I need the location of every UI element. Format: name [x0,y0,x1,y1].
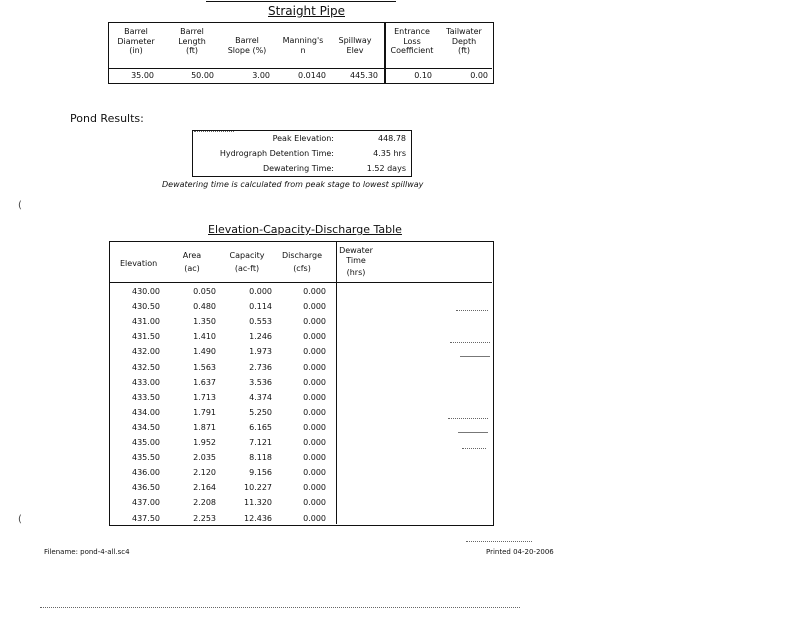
ecd-cell-capacity: 7.121 [249,438,272,447]
pond-peak-value: 448.78 [378,134,406,143]
ecd-cell-capacity: 9.156 [249,468,272,478]
pipe-value-diameter: 35.00 [131,71,154,80]
ecd-cell-capacity: 6.165 [249,422,272,432]
ecd-cell-discharge: 0.000 [303,422,326,432]
ecd-cell-capacity: 12.436 [244,513,272,523]
ecd-cell-elevation: 436.00 [132,468,160,478]
table-row [0,468,800,482]
ecd-header-discharge: Discharge (cfs) [281,251,323,273]
table-row [0,483,800,497]
table-row [0,453,800,467]
ecd-cell-capacity: 3.536 [249,377,272,387]
ecd-table-title: Elevation-Capacity-Discharge Table [208,223,402,236]
ecd-cell-area: 2.164 [193,483,216,493]
ecd-cell-area: 1.713 [193,392,216,402]
table-row [0,363,800,377]
ecd-cell-discharge: 0.000 [303,302,326,312]
ecd-cell-elevation: 433.50 [132,392,160,402]
ecd-header-elevation: Elevation [120,259,158,268]
ecd-cell-discharge: 0.000 [303,392,326,402]
ecd-cell-capacity: 8.118 [249,453,272,463]
ecd-cell-discharge: 0.000 [303,483,326,493]
ecd-cell-area: 2.120 [193,468,216,478]
table-row [0,347,800,361]
ecd-cell-capacity: 0.553 [249,317,272,327]
straight-pipe-title-rule [206,1,396,2]
ecd-cell-area: 0.050 [193,287,216,296]
ecd-header-dewater: Dewater Time (hrs) [339,246,373,278]
ecd-cell-discharge: 0.000 [303,377,326,387]
ecd-cell-elevation: 430.00 [132,287,160,296]
table-row [0,498,800,512]
ecd-cell-capacity: 10.227 [244,483,272,493]
ecd-cell-elevation: 436.50 [132,483,160,493]
ecd-cell-elevation: 434.50 [132,422,160,432]
ecd-cell-elevation: 431.50 [132,332,160,342]
table-row [0,378,800,392]
ecd-cell-area: 1.563 [193,362,216,372]
ecd-cell-elevation: 433.00 [132,377,160,387]
ecd-cell-discharge: 0.000 [303,347,326,357]
straight-pipe-header-rule [108,68,492,69]
ecd-cell-area: 1.410 [193,332,216,342]
ecd-cell-capacity: 1.246 [249,332,272,342]
footer-filename: Filename: pond-4-all.sc4 [44,548,130,556]
pipe-value-tailwater: 0.00 [470,71,488,80]
footer-printed: Printed 04-20-2006 [486,548,554,556]
ecd-cell-area: 2.208 [193,498,216,508]
table-row [0,393,800,407]
ecd-cell-area: 1.791 [193,407,216,417]
pipe-value-spillway: 445.30 [350,71,378,80]
ecd-header-rule [109,282,492,283]
ecd-cell-area: 0.480 [193,302,216,312]
ecd-cell-discharge: 0.000 [303,498,326,508]
table-row [0,438,800,452]
pond-results-note: Dewatering time is calculated from peak stage to lowest spillway [162,180,424,189]
ecd-cell-discharge: 0.000 [303,468,326,478]
table-row [0,332,800,346]
ecd-cell-elevation: 435.50 [132,453,160,463]
ecd-cell-elevation: 432.50 [132,362,160,372]
table-row [0,514,800,528]
pond-results-dots [194,131,234,132]
pond-detention-value: 4.35 hrs [373,149,406,158]
ecd-cell-area: 2.035 [193,453,216,463]
scan-mark [456,310,488,311]
ecd-cell-discharge: 0.000 [303,407,326,417]
ecd-cell-discharge: 0.000 [303,362,326,372]
table-row [0,423,800,437]
pond-results-label: Pond Results: [70,112,144,125]
ecd-cell-discharge: 0.000 [303,332,326,342]
pipe-value-mannings: 0.0140 [298,71,326,80]
ecd-cell-elevation: 437.00 [132,498,160,508]
ecd-cell-elevation: 435.00 [132,438,160,447]
ecd-cell-capacity: 0.114 [249,302,272,312]
ecd-cell-capacity: 11.320 [244,498,272,508]
ecd-cell-capacity: 4.374 [249,392,272,402]
ecd-cell-elevation: 434.00 [132,407,160,417]
table-row [0,287,800,301]
pipe-value-length: 50.00 [191,71,214,80]
pipe-header-tailwater: Tailwater Depth (ft) [446,27,482,56]
ecd-cell-elevation: 431.00 [132,317,160,327]
ecd-cell-discharge: 0.000 [303,513,326,523]
table-row [0,317,800,331]
ecd-cell-area: 1.952 [193,438,216,447]
ecd-cell-elevation: 437.50 [132,513,160,523]
pipe-header-diameter: Barrel Diameter (in) [117,27,155,56]
ecd-cell-capacity: 2.736 [249,362,272,372]
scan-mark [462,448,486,449]
ecd-cell-capacity: 5.250 [249,407,272,417]
table-row [0,408,800,422]
pipe-header-spillway: Spillway Elev [338,36,372,55]
footer-bottom-dots [40,607,520,608]
pipe-value-slope: 3.00 [252,71,270,80]
scan-mark [450,342,490,343]
pond-detention-label: Hydrograph Detention Time: [219,149,334,158]
pipe-value-entrance: 0.10 [414,71,432,80]
pond-dewatering-label: Dewatering Time: [262,164,334,173]
ecd-cell-area: 1.871 [193,422,216,432]
pipe-header-mannings: Manning's n [282,36,324,55]
ecd-cell-area: 1.490 [193,347,216,357]
ecd-cell-discharge: 0.000 [303,438,326,447]
pipe-header-slope: Barrel Slope (%) [227,36,267,55]
scan-mark [448,418,488,419]
ecd-cell-capacity: 1.973 [249,347,272,357]
ecd-header-capacity: Capacity (ac-ft) [229,251,265,273]
margin-mark-top: ( [18,200,22,211]
scan-mark [460,356,490,357]
ecd-cell-discharge: 0.000 [303,317,326,327]
ecd-cell-elevation: 430.50 [132,302,160,312]
ecd-cell-discharge: 0.000 [303,287,326,296]
margin-mark-bottom: ( [18,514,22,525]
ecd-cell-area: 2.253 [193,513,216,523]
pipe-header-length: Barrel Length (ft) [178,27,206,56]
pipe-header-entrance: Entrance Loss Coefficient [390,27,434,56]
ecd-cell-area: 1.637 [193,377,216,387]
ecd-cell-elevation: 432.00 [132,347,160,357]
straight-pipe-title: Straight Pipe [268,4,345,18]
ecd-cell-area: 1.350 [193,317,216,327]
ecd-header-area: Area (ac) [182,251,202,273]
ecd-cell-capacity: 0.000 [249,287,272,296]
ecd-cell-discharge: 0.000 [303,453,326,463]
table-row [0,302,800,316]
scan-mark [458,432,488,433]
pond-peak-label: Peak Elevation: [272,134,334,143]
pond-dewatering-value: 1.52 days [366,164,406,173]
footer-dots [466,541,532,542]
